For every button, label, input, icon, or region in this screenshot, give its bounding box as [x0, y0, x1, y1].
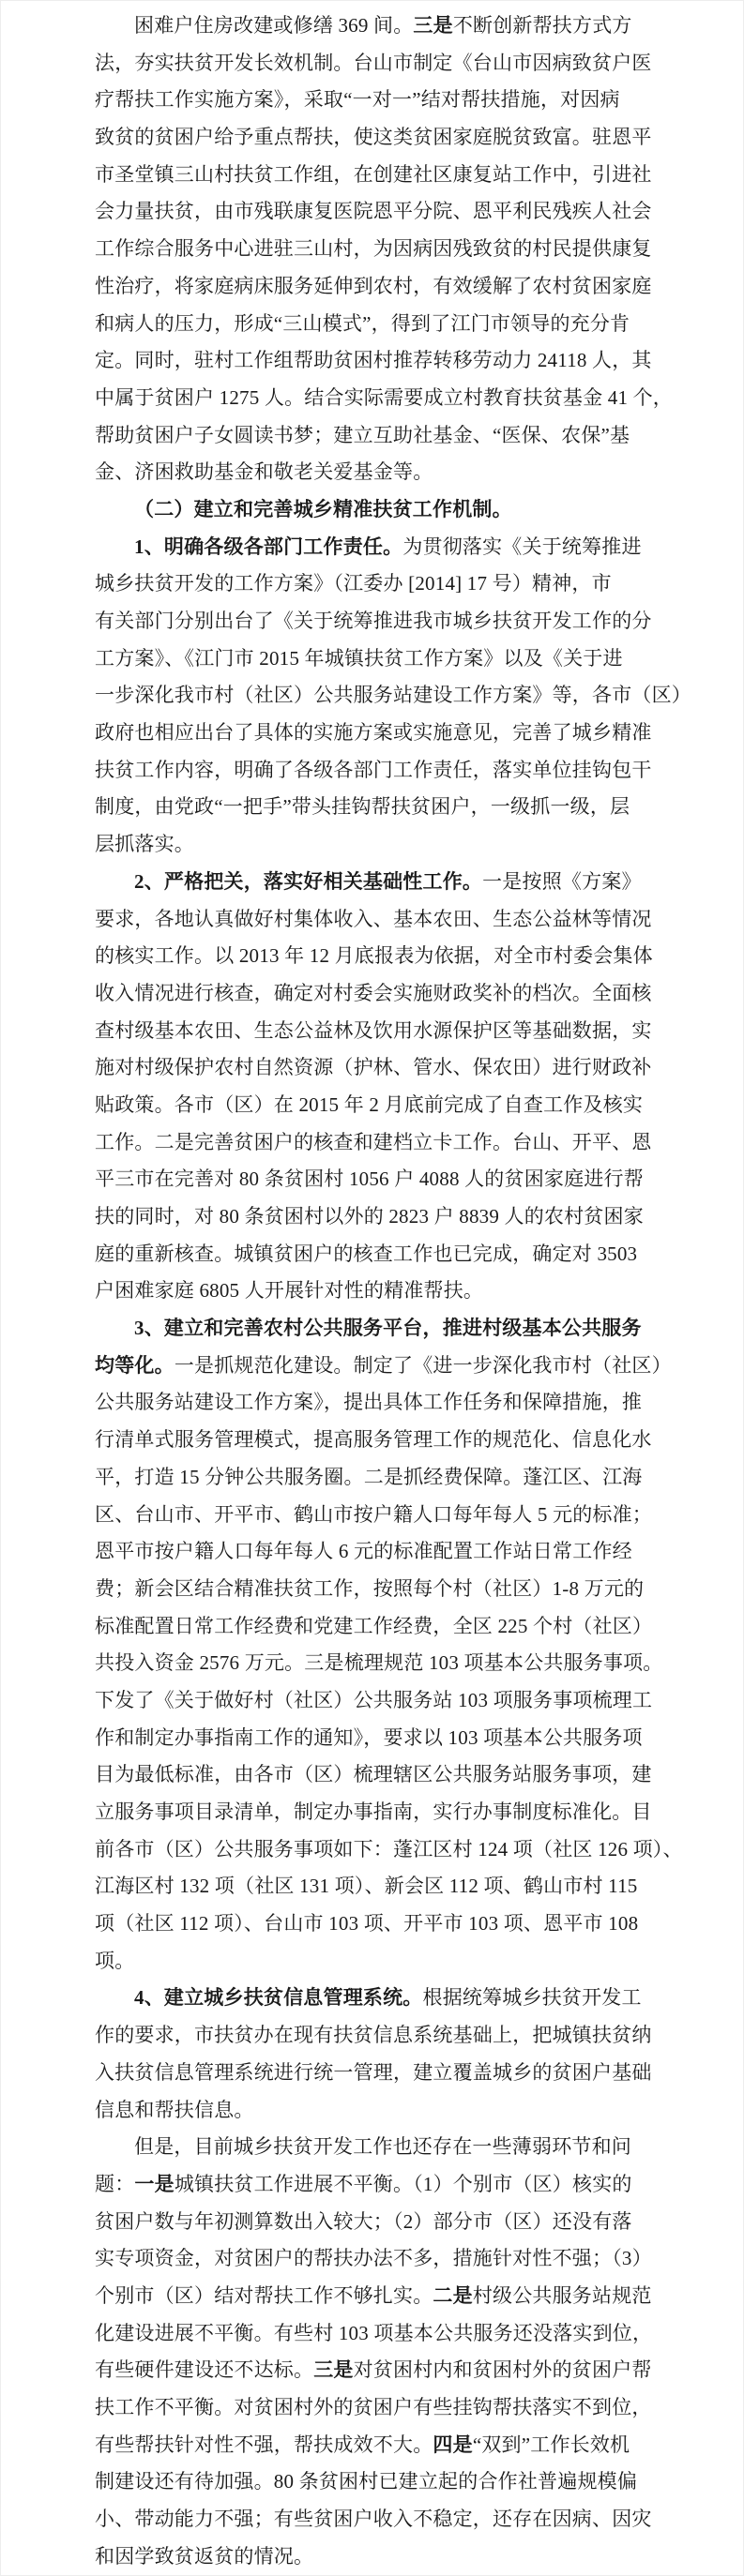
text-run: 目为最低标准，由各市（区）梳理辖区公共服务站服务事项，建: [95, 1763, 652, 1786]
text-line: [95, 2538, 743, 2576]
bold-text-run: 3、建立和完善农村公共服务平台，推进村级基本公共服务: [134, 1317, 642, 1340]
text-line: [95, 677, 743, 715]
text-run: 区、台山市、开平市、鹤山市按户籍人口每年每人 5 元的标准；: [95, 1502, 652, 1526]
text-run: 性治疗，将家庭病床服务延伸到农村，有效缓解了农村贫困家庭: [95, 274, 652, 297]
text-line: [95, 1608, 743, 1646]
text-line: [95, 268, 743, 306]
text-run: 扶工作不平衡。对贫困村外的贫困户有些挂钩帮扶落实不到位，: [95, 2396, 652, 2418]
text-run: 对贫困村内和贫困村外的贫困户帮: [353, 2358, 652, 2382]
text-run: 一是按照《方案》: [482, 869, 642, 893]
text-run: 工作综合服务中心进驻三山村，为因病因残致贫的村民提供康复: [95, 237, 652, 261]
bold-text-run: 4、建立城乡扶贫信息管理系统。: [134, 1986, 423, 2010]
text-line: [95, 306, 743, 343]
text-run: 江海区村 132 项（社区 131 项）、新会区 112 项、鹤山市村 115: [95, 1875, 638, 1898]
text-run: 个别市（区）结对帮扶工作不够扎实。: [95, 2283, 433, 2307]
text-run: 入扶贫信息管理系统进行统一管理，建立覆盖城乡的贫困户基础: [95, 2060, 652, 2084]
text-line: [95, 1682, 743, 1720]
text-line: [95, 2278, 743, 2315]
text-run: 村级公共服务站规范: [472, 2283, 652, 2307]
text-line: [95, 491, 743, 529]
text-line: [95, 752, 743, 790]
text-run: 题：: [95, 2172, 135, 2195]
text-run: 市圣堂镇三山村扶贫工作组，在创建社区康复站工作中，引进社: [95, 162, 652, 186]
text-run: 标准配置日常工作经费和党建工作经费，全区 225 个村（社区）: [95, 1614, 653, 1637]
text-line: [95, 2463, 743, 2501]
text-run: 小、带动能力不强；有些贫困户收入不稳定，还存在因病、因灾: [95, 2508, 652, 2531]
text-run: 困难户住房改建或修缮 369 间。: [134, 14, 414, 37]
text-line: [95, 2501, 743, 2538]
text-line: [95, 1236, 743, 1273]
text-line: [95, 380, 743, 417]
text-run: 一步深化我市村（社区）公共服务站建设工作方案》等，各市（区）: [95, 684, 691, 707]
text-run: 有些硬件建设还不达标。: [95, 2358, 314, 2382]
bold-text-run: 二是: [433, 2283, 473, 2307]
text-line: [95, 417, 743, 455]
text-line: [95, 529, 743, 566]
text-line: [95, 789, 743, 826]
text-run: 但是，目前城乡扶贫开发工作也还存在一些薄弱环节和问: [134, 2135, 631, 2159]
text-run: 疗帮扶工作实施方案》，采取“一对一”结对帮扶措施，对因病: [95, 88, 620, 112]
text-line: [95, 975, 743, 1013]
text-run: 制建设还有待加强。80 条贫困村已建立起的合作社普遍规模偏: [95, 2470, 638, 2493]
paragraph: [95, 2129, 743, 2575]
text-line: [95, 342, 743, 380]
text-line: [95, 1943, 743, 1981]
text-run: 前各市（区）公共服务事项如下：蓬江区村 124 项（社区 126 项）、: [95, 1837, 683, 1860]
paragraph: [95, 1310, 743, 1980]
text-run: 有关部门分别出台了《关于统筹推进我市城乡扶贫开发工作的分: [95, 610, 652, 632]
text-run: 根据统筹城乡扶贫开发工: [422, 1986, 642, 2010]
text-run: 城镇扶贫工作进展不平衡。（1）个别市（区）核实的: [174, 2172, 632, 2195]
text-run: 户困难家庭 6805 人开展针对性的精准帮扶。: [95, 1279, 484, 1303]
text-line: [95, 82, 743, 119]
bold-text-run: 三是: [313, 2358, 354, 2382]
text-run: 信息和帮扶信息。: [95, 2098, 254, 2121]
text-line: [95, 1906, 743, 1943]
text-line: [95, 1980, 743, 2017]
text-line: [95, 157, 743, 194]
text-run: 收入情况进行核查，确定对村委会实施财政奖补的档次。全面核: [95, 981, 652, 1004]
text-run: 化建设进展不平衡。有些村 103 项基本公共服务还没落实到位，: [95, 2321, 653, 2344]
bold-text-run: （二）建立和完善城乡精准扶贫工作机制。: [134, 497, 512, 520]
text-run: 平，打造 15 分钟公共服务圈。二是抓经费保障。蓬江区、江海: [95, 1465, 643, 1488]
text-run: 贫困户数与年初测算数出入较大；（2）部分市（区）还没有落: [95, 2209, 632, 2233]
text-run: 制度，由党政“一把手”带头挂钩帮扶贫困户，一级抓一级，层: [95, 795, 630, 819]
text-run: 恩平市按户籍人口每年每人 6 元的标准配置工作站日常工作经: [95, 1540, 632, 1563]
text-line: [95, 1348, 743, 1385]
text-line: [95, 45, 743, 83]
text-line: [95, 864, 743, 901]
text-run: 政府也相应出台了具体的实施方案或实施意见，完善了城乡精准: [95, 721, 652, 745]
text-line: [95, 1720, 743, 1757]
text-line: [95, 2315, 743, 2353]
text-run: 不断创新帮扶方式方: [452, 14, 632, 37]
text-run: 会力量扶贫，由市残联康复医院恩平分院、恩平利民残疾人社会: [95, 200, 652, 223]
text-run: 的核实工作。以 2013 年 12 月底报表为依据，对全市村委会集体: [95, 944, 653, 968]
bold-text-run: 均等化。: [95, 1353, 175, 1377]
text-line: [95, 1310, 743, 1348]
text-line: [95, 119, 743, 157]
bold-text-run: 1、明确各级各部门工作责任。: [134, 535, 403, 558]
text-line: [95, 1831, 743, 1869]
text-run: 施对村级保护农村自然资源（护林、管水、保农田）进行财政补: [95, 1056, 652, 1079]
text-line: [95, 1497, 743, 1534]
text-run: 项（社区 112 项）、台山市 103 项、开平市 103 项、恩平市 108: [95, 1912, 639, 1936]
text-line: [95, 901, 743, 939]
text-run: 要求，各地认真做好村集体收入、基本农田、生态公益林等情况: [95, 907, 652, 930]
text-run: 扶的同时，对 80 条贫困村以外的 2823 户 8839 人的农村贫困家: [95, 1205, 644, 1228]
text-run: 作的要求，市扶贫办在现有扶贫信息系统基础上，把城镇扶贫纳: [95, 2024, 652, 2047]
text-line: [95, 2352, 743, 2389]
bold-text-run: 一是: [134, 2172, 175, 2195]
text-run: 查村级基本农田、生态公益林及饮用水源保护区等基础数据，实: [95, 1018, 652, 1042]
text-line: [95, 938, 743, 975]
paragraph: [95, 1980, 743, 2129]
text-line: [95, 826, 743, 864]
text-line: [95, 1124, 743, 1162]
text-line: [95, 2017, 743, 2055]
text-line: [95, 1571, 743, 1608]
text-run: 有些帮扶针对性不强，帮扶成效不大。: [95, 2433, 433, 2456]
text-run: 费；新会区结合精准扶贫工作，按照每个村（社区）1-8 万元的: [95, 1576, 645, 1600]
paragraph: [95, 864, 743, 1310]
text-line: [95, 454, 743, 491]
text-run: 庭的重新核查。城镇贫困户的核查工作也已完成，确定对 3503: [95, 1242, 638, 1265]
text-line: [95, 1459, 743, 1497]
text-line: [95, 1384, 743, 1422]
text-line: [95, 565, 743, 603]
text-line: [95, 2240, 743, 2278]
text-line: [95, 1049, 743, 1087]
text-line: [95, 640, 743, 678]
text-line: [95, 1198, 743, 1236]
text-line: [95, 2427, 743, 2464]
paragraph: [95, 491, 743, 529]
text-run: 工作。二是完善贫困户的核查和建档立卡工作。台山、开平、恩: [95, 1130, 652, 1153]
text-line: [95, 1645, 743, 1682]
text-line: [95, 715, 743, 752]
text-run: 帮助贫困户子女圆读书梦；建立互助社基金、“医保、农保”基: [95, 423, 630, 446]
text-run: 平三市在完善对 80 条贫困村 1056 户 4088 人的贫困家庭进行帮: [95, 1167, 644, 1191]
text-line: [95, 1161, 743, 1198]
bold-text-run: 四是: [433, 2433, 473, 2456]
text-run: 行清单式服务管理模式，提高服务管理工作的规范化、信息化水: [95, 1428, 652, 1452]
text-run: 实专项资金，对贫困户的帮扶办法不多，措施针对性不强；（3）: [95, 2247, 652, 2270]
text-run: “双到”工作长效机: [472, 2433, 630, 2456]
text-line: [95, 2129, 743, 2166]
text-run: 城乡扶贫开发的工作方案》（江委办 [2014] 17 号）精神，市: [95, 572, 612, 595]
text-run: 定。同时，驻村工作组帮助贫困村推荐转移劳动力 24118 人，其: [95, 349, 652, 372]
text-run: 为贯彻落实《关于统筹推进: [402, 535, 642, 558]
text-line: [95, 1013, 743, 1050]
text-run: 金、济困救助基金和敬老关爱基金等。: [95, 460, 433, 484]
text-run: 贴政策。各市（区）在 2015 年 2 月底前完成了自查工作及核实: [95, 1092, 644, 1116]
text-run: 共投入资金 2576 万元。三是梳理规范 103 项基本公共服务事项。: [95, 1651, 663, 1675]
text-line: [95, 193, 743, 231]
text-line: [95, 2389, 743, 2427]
text-line: [95, 1868, 743, 1906]
text-line: [95, 1422, 743, 1459]
text-run: 工方案》、《江门市 2015 年城镇扶贫工作方案》以及《关于进: [95, 646, 623, 670]
text-line: [95, 1533, 743, 1571]
bold-text-run: 三是: [413, 14, 453, 37]
text-line: [95, 603, 743, 640]
text-run: 层抓落实。: [95, 833, 194, 856]
text-line: [95, 1756, 743, 1794]
text-line: [95, 1087, 743, 1124]
text-line: [95, 1794, 743, 1831]
text-run: 扶贫工作内容，明确了各级各部门工作责任，落实单位挂钩包干: [95, 758, 652, 781]
text-line: [95, 1273, 743, 1310]
text-run: 下发了《关于做好村（社区）公共服务站 103 项服务事项梳理工: [95, 1688, 653, 1711]
text-run: 公共服务站建设工作方案》，提出具体工作任务和保障措施，推: [95, 1391, 643, 1414]
text-run: 作和制定办事指南工作的通知》，要求以 103 项基本公共服务项: [95, 1725, 643, 1749]
text-line: [95, 2204, 743, 2241]
document-body: [95, 1, 743, 2575]
paragraph: [95, 8, 743, 491]
text-run: 和因学致贫返贫的情况。: [95, 2544, 314, 2568]
bold-text-run: 2、严格把关，落实好相关基础性工作。: [134, 869, 483, 893]
text-run: 立服务事项目录清单，制定办事指南，实行办事制度标准化。目: [95, 1800, 652, 1823]
text-run: 中属于贫困户 1275 人。结合实际需要成立村教育扶贫基金 41 个，: [95, 385, 673, 409]
text-run: 致贫的贫困户给予重点帮扶，使这类贫困家庭脱贫致富。驻恩平: [95, 126, 652, 149]
paragraph: [95, 529, 743, 864]
text-line: [95, 231, 743, 268]
text-line: [95, 8, 743, 45]
text-run: 法，夯实扶贫开发长效机制。台山市制定《台山市因病致贫户医: [95, 51, 652, 74]
text-run: 和病人的压力，形成“三山模式”，得到了江门市领导的充分肯: [95, 311, 630, 335]
text-run: 项。: [95, 1949, 135, 1972]
text-line: [95, 2092, 743, 2130]
text-run: 一是抓规范化建设。制定了《进一步深化我市村（社区）: [174, 1353, 672, 1377]
text-line: [95, 2055, 743, 2092]
text-line: [95, 2166, 743, 2204]
